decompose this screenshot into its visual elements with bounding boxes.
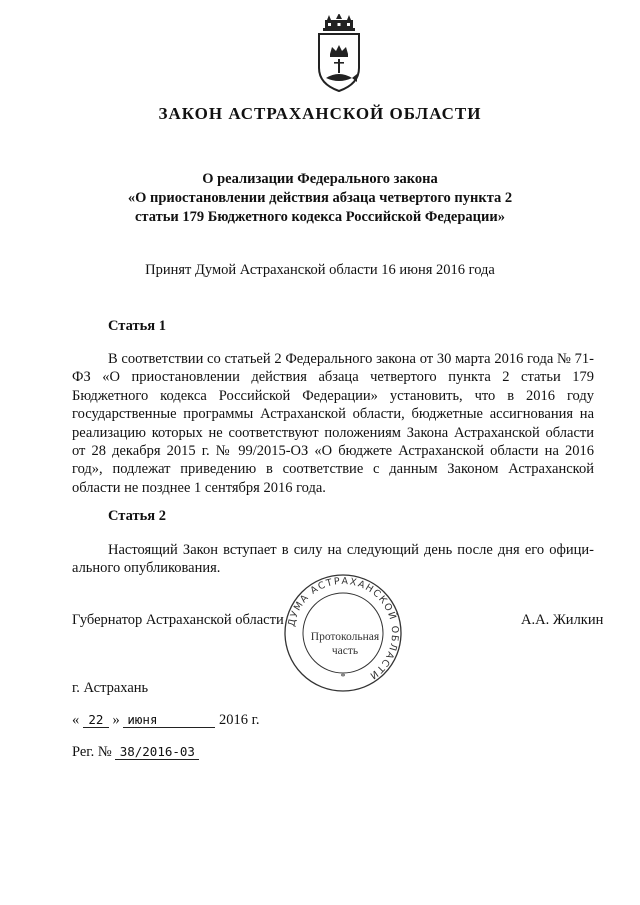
reg-number: 38/2016-03 [115,744,199,760]
article-1-heading: Статья 1 [108,318,166,334]
date-month: июня [123,712,215,728]
subtitle-line: О реализации Федерального закона [202,171,438,187]
date-year: 2016 г. [219,712,260,728]
stamp-center-line: Протокольная [310,631,380,643]
date-open-quote: « [72,712,80,728]
signatory-position: Губернатор Астраханской области [72,612,284,628]
stamp-star: * [340,672,346,683]
subtitle-line: «О приостановлении действия абзаца четвертого пункта 2 [127,190,513,206]
subtitle-line: статьи 179 Бюджетного кодекса Российской Федерации» [134,209,505,225]
date-close-quote: » [112,712,120,728]
adoption-note: Принят Думой Астраханской области 16 июня 2016 года [145,262,495,278]
stamp-center-line: часть [331,645,359,657]
signatory-name: А.А. Жилкин [521,612,604,628]
reg-label: Рег. № [72,744,112,760]
law-subtitle [60,170,580,227]
registration [72,744,199,761]
article-2-text: Настоящий Закон вступает в силу на следующий день после дня его официального опубликования. [72,542,594,577]
article-1-text: В соответствии со статьей 2 Федерального закона от 30 марта 2016 года № 71-ФЗ «О приостановлении действия абзаца четвертого пункта 2 статьи 179 Бюджетного кодекса Российской Федерации» установить, что в 2016 году государственные программы Астраханской области, бюджетные ассигнования на реализацию которых не соответствуют положениям Закона Астраханской области от 28 декабря 2015 г. № 99/2015-ОЗ «О бюджете Астраханской области на 2016 год», подлежат приведению в соответствие с данным Законом Астраханской области не позднее 1 сентября 2016 года. [72,351,594,496]
date-day: 22 [83,712,109,728]
document-title: ЗАКОН АСТРАХАНСКОЙ ОБЛАСТИ [158,104,482,123]
city: г. Астрахань [72,680,149,696]
stamp-center [300,630,390,658]
article-2-heading: Статья 2 [108,508,166,524]
stamp-ring-text: ДУМА АСТРАХАНСКОЙ ОБЛАСТИ [286,575,401,682]
astrakhan-coat-of-arms-icon [313,14,365,94]
signing-date [72,712,260,729]
